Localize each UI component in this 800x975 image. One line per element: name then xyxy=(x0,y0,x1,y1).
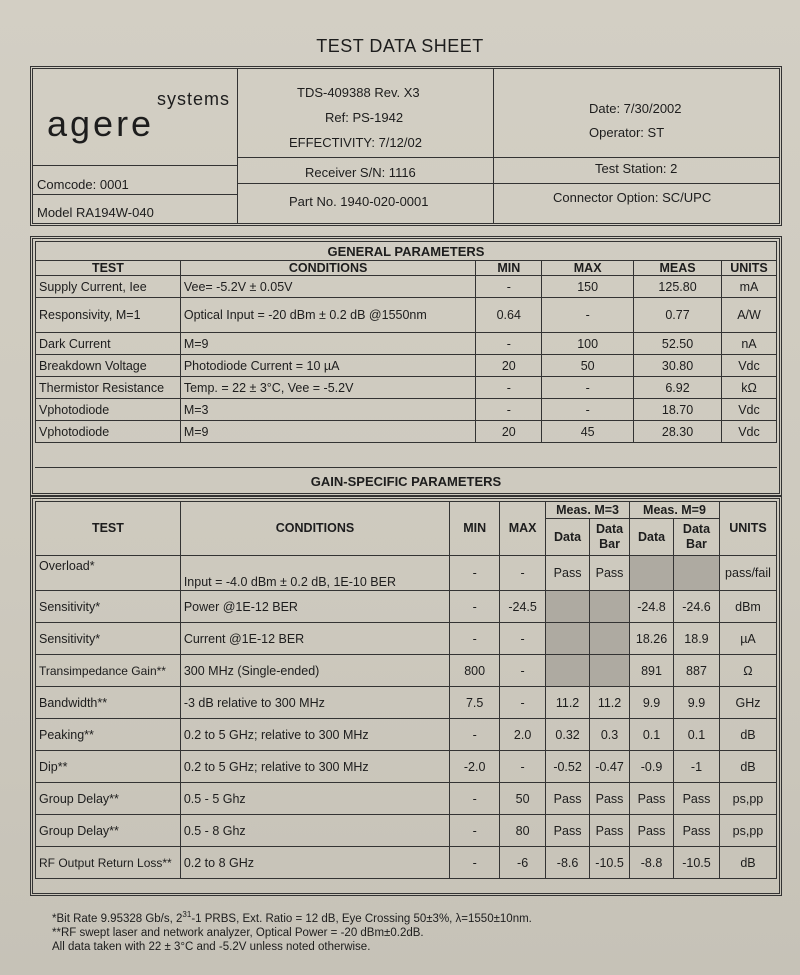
max-value: - xyxy=(542,298,634,333)
units: dB xyxy=(719,847,776,879)
meas-value: 0.77 xyxy=(634,298,722,333)
col-units: UNITS xyxy=(719,502,776,556)
test-name: Sensitivity* xyxy=(36,623,181,655)
test-name: Group Delay** xyxy=(36,783,181,815)
test-name: Breakdown Voltage xyxy=(36,355,181,377)
m3-data: 11.2 xyxy=(546,687,590,719)
general-parameters-block xyxy=(30,236,782,496)
units: dBm xyxy=(719,591,776,623)
effectivity: EFFECTIVITY: 7/12/02 xyxy=(289,135,422,150)
meas-value: 30.80 xyxy=(634,355,722,377)
m3-data: Pass xyxy=(546,783,590,815)
min-value: - xyxy=(476,377,542,399)
test-name: Peaking** xyxy=(36,719,181,751)
test-name: Responsivity, M=1 xyxy=(36,298,181,333)
table-row xyxy=(36,591,777,623)
min-value: 0.64 xyxy=(476,298,542,333)
max-value: 2.0 xyxy=(500,719,546,751)
units: ps,pp xyxy=(719,815,776,847)
condition: 0.5 - 8 Ghz xyxy=(180,815,449,847)
test-name: Supply Current, Iee xyxy=(36,276,181,298)
min-value: - xyxy=(450,556,500,591)
tds-number: TDS-409388 Rev. X3 xyxy=(297,85,420,100)
m9-data-bar: 9.9 xyxy=(674,687,720,719)
condition: Photodiode Current = 10 µA xyxy=(180,355,475,377)
units: A/W xyxy=(721,298,776,333)
table-row xyxy=(36,687,777,719)
test-station: Test Station: 2 xyxy=(595,161,678,176)
table-row xyxy=(36,421,777,443)
footnote-1-exponent: 31 xyxy=(182,910,192,920)
condition: M=9 xyxy=(180,333,475,355)
condition: -3 dB relative to 300 MHz xyxy=(180,687,449,719)
test-name: RF Output Return Loss** xyxy=(36,847,181,879)
max-value: 80 xyxy=(500,815,546,847)
m9-data: Pass xyxy=(630,783,674,815)
gain-header-row xyxy=(36,502,777,519)
m3-data xyxy=(546,623,590,655)
min-value: 20 xyxy=(476,421,542,443)
col-units: UNITS xyxy=(721,261,776,276)
min-value: 800 xyxy=(450,655,500,687)
meas-value: 18.70 xyxy=(634,399,722,421)
max-value: - xyxy=(542,377,634,399)
sub-data-m9: Data xyxy=(630,519,674,556)
units: mA xyxy=(721,276,776,298)
condition: Current @1E-12 BER xyxy=(180,623,449,655)
footnote-1-end: -1 PRBS, Ext. Ratio = 12 dB, Eye Crossing 50±3%, λ=1550±10nm. xyxy=(191,913,532,925)
min-value: - xyxy=(476,399,542,421)
table-row xyxy=(36,751,777,783)
m9-data-bar: Pass xyxy=(674,783,720,815)
gain-section-title: GAIN-SPECIFIC PARAMETERS xyxy=(35,467,777,496)
units: pass/fail xyxy=(719,556,776,591)
condition: 0.2 to 5 GHz; relative to 300 MHz xyxy=(180,719,449,751)
m3-data-bar: -0.47 xyxy=(590,751,630,783)
min-value: - xyxy=(450,847,500,879)
col-meas-m9: Meas. M=9 xyxy=(630,502,720,519)
m3-data: 0.32 xyxy=(546,719,590,751)
m3-data-bar: Pass xyxy=(590,783,630,815)
test-name: Sensitivity* xyxy=(36,591,181,623)
units: ps,pp xyxy=(719,783,776,815)
m9-data: -8.8 xyxy=(630,847,674,879)
condition: Input = -4.0 dBm ± 0.2 dB, 1E-10 BER xyxy=(180,556,449,591)
condition: 0.2 to 5 GHz; relative to 300 MHz xyxy=(180,751,449,783)
divider xyxy=(33,165,237,166)
max-value: -24.5 xyxy=(500,591,546,623)
general-section-title: GENERAL PARAMETERS xyxy=(36,242,777,261)
divider xyxy=(493,69,494,223)
m9-data-bar xyxy=(674,556,720,591)
table-row xyxy=(36,655,777,687)
test-name: Group Delay** xyxy=(36,815,181,847)
test-name: Bandwidth** xyxy=(36,687,181,719)
m9-data: -0.9 xyxy=(630,751,674,783)
max-value: 45 xyxy=(542,421,634,443)
m9-data: 18.26 xyxy=(630,623,674,655)
operator: Operator: ST xyxy=(589,125,665,140)
footnotes xyxy=(52,912,532,954)
condition: Optical Input = -20 dBm ± 0.2 dB @1550nm xyxy=(180,298,475,333)
col-conditions: CONDITIONS xyxy=(180,502,449,556)
part-number: Part No. 1940-020-0001 xyxy=(289,194,429,209)
units: Vdc xyxy=(721,399,776,421)
test-name: Overload* xyxy=(36,556,181,591)
max-value: 150 xyxy=(542,276,634,298)
min-value: - xyxy=(450,591,500,623)
m9-data-bar: Pass xyxy=(674,815,720,847)
condition: Vee= -5.2V ± 0.05V xyxy=(180,276,475,298)
m3-data: Pass xyxy=(546,815,590,847)
condition: M=9 xyxy=(180,421,475,443)
m3-data-bar: Pass xyxy=(590,556,630,591)
table-row xyxy=(36,377,777,399)
m3-data-bar xyxy=(590,655,630,687)
max-value: -6 xyxy=(500,847,546,879)
reference: Ref: PS-1942 xyxy=(325,110,404,125)
m3-data-bar: 0.3 xyxy=(590,719,630,751)
m9-data-bar: -1 xyxy=(674,751,720,783)
m3-data: -0.52 xyxy=(546,751,590,783)
test-name: Dark Current xyxy=(36,333,181,355)
condition: 300 MHz (Single-ended) xyxy=(180,655,449,687)
test-name: Dip** xyxy=(36,751,181,783)
divider xyxy=(237,157,779,158)
footnote-1 xyxy=(52,912,532,926)
meas-value: 28.30 xyxy=(634,421,722,443)
m9-data: Pass xyxy=(630,815,674,847)
m9-data: 9.9 xyxy=(630,687,674,719)
m3-data xyxy=(546,591,590,623)
table-row xyxy=(36,333,777,355)
table-row xyxy=(36,276,777,298)
col-max: MAX xyxy=(542,261,634,276)
col-max: MAX xyxy=(500,502,546,556)
gain-parameters-table xyxy=(35,501,777,879)
model: Model RA194W-040 xyxy=(37,205,154,220)
header-block xyxy=(30,66,782,226)
table-row xyxy=(36,623,777,655)
test-name: Vphotodiode xyxy=(36,399,181,421)
test-name: Thermistor Resistance xyxy=(36,377,181,399)
col-min: MIN xyxy=(450,502,500,556)
table-row xyxy=(36,399,777,421)
condition: 0.5 - 5 Ghz xyxy=(180,783,449,815)
table-row xyxy=(36,847,777,879)
sub-bar-m3: Data Bar xyxy=(590,519,630,556)
min-value: - xyxy=(450,815,500,847)
logo-agere-text: agere xyxy=(47,103,155,144)
meas-value: 52.50 xyxy=(634,333,722,355)
table-row xyxy=(36,556,777,591)
footnote-1-start: *Bit Rate 9.95328 Gb/s, 2 xyxy=(52,913,183,925)
m3-data-bar xyxy=(590,591,630,623)
max-value: 50 xyxy=(542,355,634,377)
condition: 0.2 to 8 GHz xyxy=(180,847,449,879)
units: dB xyxy=(719,751,776,783)
m3-data-bar xyxy=(590,623,630,655)
max-value: 100 xyxy=(542,333,634,355)
sub-bar-m9: Data Bar xyxy=(674,519,720,556)
m9-data xyxy=(630,556,674,591)
max-value: - xyxy=(500,687,546,719)
condition: M=3 xyxy=(180,399,475,421)
min-value: - xyxy=(450,719,500,751)
m9-data: -24.8 xyxy=(630,591,674,623)
m9-data: 891 xyxy=(630,655,674,687)
m9-data-bar: 18.9 xyxy=(674,623,720,655)
table-row xyxy=(36,298,777,333)
divider xyxy=(33,194,237,195)
units: dB xyxy=(719,719,776,751)
units: GHz xyxy=(719,687,776,719)
sub-data-m3: Data xyxy=(546,519,590,556)
footnote-2: **RF swept laser and network analyzer, Optical Power = -20 dBm±0.2dB. xyxy=(52,927,424,939)
min-value: - xyxy=(476,276,542,298)
meas-value: 125.80 xyxy=(634,276,722,298)
test-name: Vphotodiode xyxy=(36,421,181,443)
m9-data-bar: -24.6 xyxy=(674,591,720,623)
max-value: - xyxy=(500,655,546,687)
units: Ω xyxy=(719,655,776,687)
min-value: - xyxy=(450,783,500,815)
meas-value: 6.92 xyxy=(634,377,722,399)
condition: Power @1E-12 BER xyxy=(180,591,449,623)
gain-parameters-block xyxy=(30,496,782,896)
table-row xyxy=(36,719,777,751)
table-row xyxy=(36,355,777,377)
date: Date: 7/30/2002 xyxy=(589,101,682,116)
m9-data: 0.1 xyxy=(630,719,674,751)
m9-data-bar: -10.5 xyxy=(674,847,720,879)
max-value: - xyxy=(542,399,634,421)
col-test: TEST xyxy=(36,502,181,556)
condition: Temp. = 22 ± 3°C, Vee = -5.2V xyxy=(180,377,475,399)
max-value: 50 xyxy=(500,783,546,815)
units: µA xyxy=(719,623,776,655)
min-value: - xyxy=(450,623,500,655)
company-logo xyxy=(39,75,239,165)
page-title: TEST DATA SHEET xyxy=(316,36,484,56)
col-meas: MEAS xyxy=(634,261,722,276)
general-parameters-table xyxy=(35,241,777,443)
max-value: - xyxy=(500,556,546,591)
col-test: TEST xyxy=(36,261,181,276)
col-meas-m3: Meas. M=3 xyxy=(546,502,630,519)
m3-data-bar: -10.5 xyxy=(590,847,630,879)
m3-data-bar: Pass xyxy=(590,815,630,847)
m3-data-bar: 11.2 xyxy=(590,687,630,719)
m9-data-bar: 0.1 xyxy=(674,719,720,751)
min-value: 20 xyxy=(476,355,542,377)
units: kΩ xyxy=(721,377,776,399)
min-value: -2.0 xyxy=(450,751,500,783)
min-value: 7.5 xyxy=(450,687,500,719)
table-row xyxy=(36,783,777,815)
m3-data: Pass xyxy=(546,556,590,591)
units: Vdc xyxy=(721,421,776,443)
comcode: Comcode: 0001 xyxy=(37,177,129,192)
max-value: - xyxy=(500,751,546,783)
m9-data-bar: 887 xyxy=(674,655,720,687)
m3-data xyxy=(546,655,590,687)
test-name: Transimpedance Gain** xyxy=(36,655,181,687)
units: nA xyxy=(721,333,776,355)
col-conditions: CONDITIONS xyxy=(180,261,475,276)
col-min: MIN xyxy=(476,261,542,276)
logo-systems-text: systems xyxy=(157,89,231,109)
general-header-row xyxy=(36,261,777,276)
units: Vdc xyxy=(721,355,776,377)
max-value: - xyxy=(500,623,546,655)
min-value: - xyxy=(476,333,542,355)
footnote-3: All data taken with 22 ± 3°C and -5.2V unless noted otherwise. xyxy=(52,941,371,953)
table-row xyxy=(36,815,777,847)
m3-data: -8.6 xyxy=(546,847,590,879)
connector-option: Connector Option: SC/UPC xyxy=(553,190,712,205)
receiver-serial: Receiver S/N: 1116 xyxy=(305,165,416,180)
divider xyxy=(237,183,779,184)
